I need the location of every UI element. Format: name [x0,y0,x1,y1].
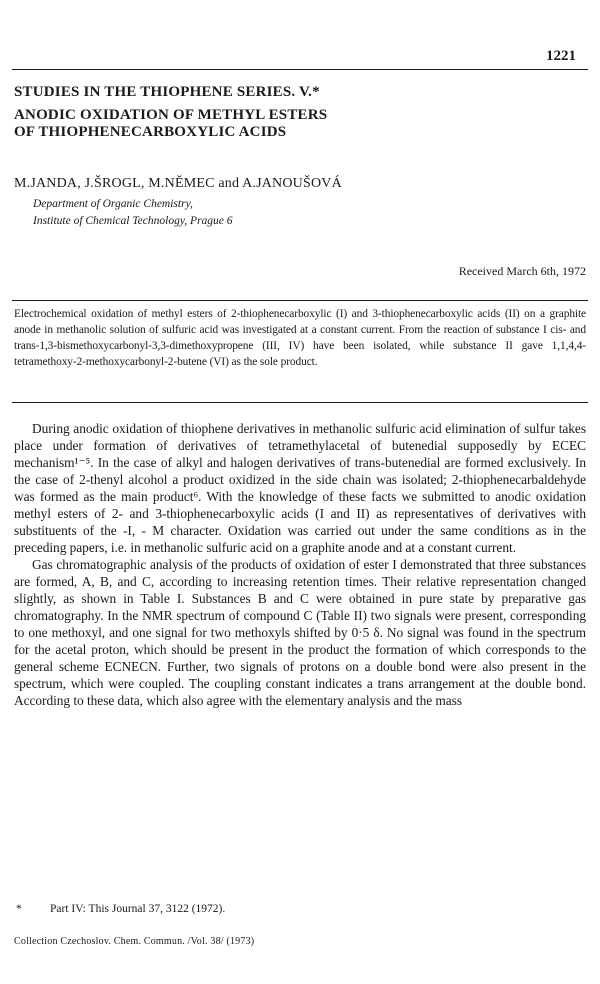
page-number: 1221 [546,48,576,64]
abstract-rule-bottom [12,402,588,403]
footnote [16,903,225,915]
footnote-text: Part IV: This Journal 37, 3122 (1972). [50,903,226,915]
received-date: Received March 6th, 1972 [458,264,586,278]
abstract-rule-top [12,300,588,301]
affiliation-line-1: Department of Organic Chemistry, [33,198,193,210]
abstract: Electrochemical oxidation of methyl esters of 2-thiophenecarboxylic (I) and 3-thiophenecarboxylic acids (II) on a graphite anode in methanolic solution of sulfuric acid was investigated at a constant current. From the reaction of substance I cis- and trans-1,3-bismethoxycarbonyl-3,3-dimethoxypropene (III, IV) have been isolated, while substance II gave 1,1,4,4-tetramethoxy-2-methoxycarbonyl-2-butene (VI) as the sole product. [14,308,586,368]
footnote-marker: * [16,903,22,915]
author-list: M.JANDA, J.ŠROGL, M.NĚMEC and A.JANOUŠOVÁ [14,176,342,191]
affiliation [33,196,233,230]
journal-footer: Collection Czechoslov. Chem. Commun. /Vol. 38/ (1973) [14,936,255,947]
series-title: STUDIES IN THE THIOPHENE SERIES. V.* [14,84,320,100]
paragraph-2: Gas chromatographic analysis of the products of oxidation of ester I demonstrated that three substances are formed, A, B, and C, according to increasing retention times. Their relative representation changed slightly, as shown in Table I. Substances B and C were obtained in pure state by preparative gas chromatography. In the NMR spectrum of compound C (Table II) two signals were present, corresponding to one methoxyl, and one signal for two methoxyls shifted by 0·5 δ. No signal was found in the spectrum for the acetal proton, which should be present in the product the formation of which corresponds to the general scheme ECNECN. Further, two signals of protons on a double bond were also present in the spectrum, which were coupled. The coupling constant indicates a trans arrangement at the double bond. According to these data, which also agree with the elementary analysis and the mass [14,557,586,708]
paragraph-1: During anodic oxidation of thiophene derivatives in methanolic sulfuric acid elimination of sulfur takes place under formation of derivatives of tetramethylacetal of butenedial supposedly by ECEC mechanism¹⁻⁵. In the case of alkyl and halogen derivatives of trans-butenedial are formed exclusively. In the case of 2-thenyl alcohol a product oxidized in the side chain was isolated; 2-thiophenecarbaldehyde was formed as the main product⁶. With the knowledge of these facts we submitted to anodic oxidation methyl esters of 2- and 3-thiophenecarboxylic acids (I and II) as representatives of derivatives with substituents of the -I, - M character. Oxidation was carried out under the same conditions as in the preceding papers, i.e. in methanolic sulfuric acid on a graphite anode and at a constant current. [14,421,586,555]
article-title [14,84,534,141]
body-text [14,420,586,709]
main-title-line-2: OF THIOPHENECARBOXYLIC ACIDS [14,124,287,140]
affiliation-line-2: Institute of Chemical Technology, Prague 6 [33,215,233,227]
top-rule [12,69,588,70]
main-title-line-1: ANODIC OXIDATION OF METHYL ESTERS [14,107,328,123]
